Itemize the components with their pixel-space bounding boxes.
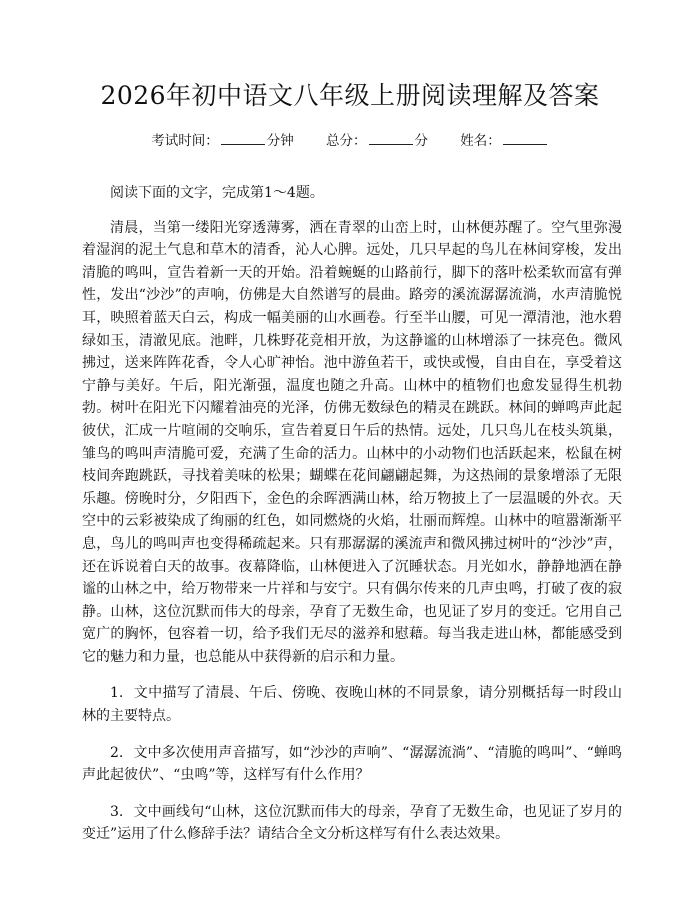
name-blank[interactable] <box>503 131 547 145</box>
question-item <box>82 801 622 846</box>
reading-section <box>82 182 622 860</box>
instruction-text: 阅读下面的文字，完成第1～4题。 <box>110 185 324 201</box>
question-item <box>82 682 622 727</box>
question-text: 文中描写了清晨、午后、傍晚、夜晚山林的不同景象，请分别概括每一时段山林的主要特点。 <box>82 685 622 725</box>
exam-time-blank[interactable] <box>221 131 265 145</box>
question-item <box>82 742 622 787</box>
page-title: 2026年初中语文八年级上册阅读理解及答案 <box>100 81 600 110</box>
question-text: 文中多次使用声音描写，如“沙沙的声响”、“潺潺流淌”、“清脆的鸣叫”、“蝉鸣声此起彼伏”、“虫鸣”等，这样写有什么作用？ <box>82 744 622 784</box>
name-label: 姓名： <box>460 133 501 149</box>
question-text: 文中画线句“山林，这位沉默而伟大的母亲，孕育了无数生命，也见证了岁月的变迁”运用了什么修辞手法？请结合全文分析这样写有什么表达效果。 <box>82 803 622 843</box>
name-field <box>460 131 549 151</box>
exam-info-line <box>0 131 700 151</box>
reading-passage: 清晨，当第一缕阳光穿透薄雾，洒在青翠的山峦上时，山林便苏醒了。空气里弥漫着湿润的泥土气息和草木的清香，沁人心脾。远处，几只早起的鸟儿在林间穿梭，发出清脆的鸣叫，宣告着新一天的开始。沿着蜿蜒的山路前行，脚下的落叶松柔软而富有弹性，发出“沙沙”的声响，仿佛是大自然谱写的晨曲。路旁的溪流潺潺流淌，水声清脆悦耳，映照着蓝天白云，构成一幅美丽的山水画卷。行至半山腰，可见一潭清池，池水碧绿如玉，清澈见底。池畔，几株野花竞相开放，为这静谧的山林增添了一抹亮色。微风拂过，送来阵阵花香，令人心旷神怡。池中游鱼若干，或快或慢，自由自在，享受着这宁静与美好。午后，阳光渐强，温度也随之升高。山林中的植物们也愈发显得生机勃勃。树叶在阳光下闪耀着油亮的光泽，仿佛无数绿色的精灵在跳跃。林间的蝉鸣声此起彼伏，汇成一片喧闹的交响乐，宣告着夏日午后的热情。远处，几只鸟儿在枝头筑巢，雏鸟的鸣叫声清脆可爱，充满了生命的活力。山林中的小动物们也活跃起来，松鼠在树枝间奔跑跳跃，寻找着美味的松果；蝴蝶在花间翩翩起舞，为这热闹的景象增添了无限乐趣。傍晚时分，夕阳西下，金色的余晖洒满山林，给万物披上了一层温暖的外衣。天空中的云彩被染成了绚丽的红色，如同燃烧的火焰，壮丽而辉煌。山林中的喧嚣渐渐平息，鸟儿的鸣叫声也变得稀疏起来。只有那潺潺的溪流声和微风拂过树叶的“沙沙”声，还在诉说着白天的故事。夜幕降临，山林便进入了沉睡状态。月光如水，静静地洒在静谧的山林之中，给万物带来一片祥和与安宁。只有偶尔传来的几声虫鸣，打破了夜的寂静。山林，这位沉默而伟大的母亲，孕育了无数生命，也见证了岁月的变迁。它用自己宽广的胸怀，包容着一切，给予我们无尽的滋养和慰藉。每当我走进山林，都能感受到它的魅力和力量，也总能从中获得新的启示和力量。 <box>82 219 622 665</box>
exam-time-unit: 分钟 <box>266 133 294 149</box>
question-number: 2. <box>110 744 124 761</box>
exam-time-label: 考试时间： <box>151 133 219 149</box>
total-score-label: 总分： <box>326 133 367 149</box>
question-number: 3. <box>110 803 124 820</box>
total-score-unit: 分 <box>414 133 428 149</box>
exam-time-field <box>151 131 294 151</box>
question-number: 1. <box>110 685 124 702</box>
total-score-field <box>326 131 428 151</box>
total-score-blank[interactable] <box>369 131 413 145</box>
